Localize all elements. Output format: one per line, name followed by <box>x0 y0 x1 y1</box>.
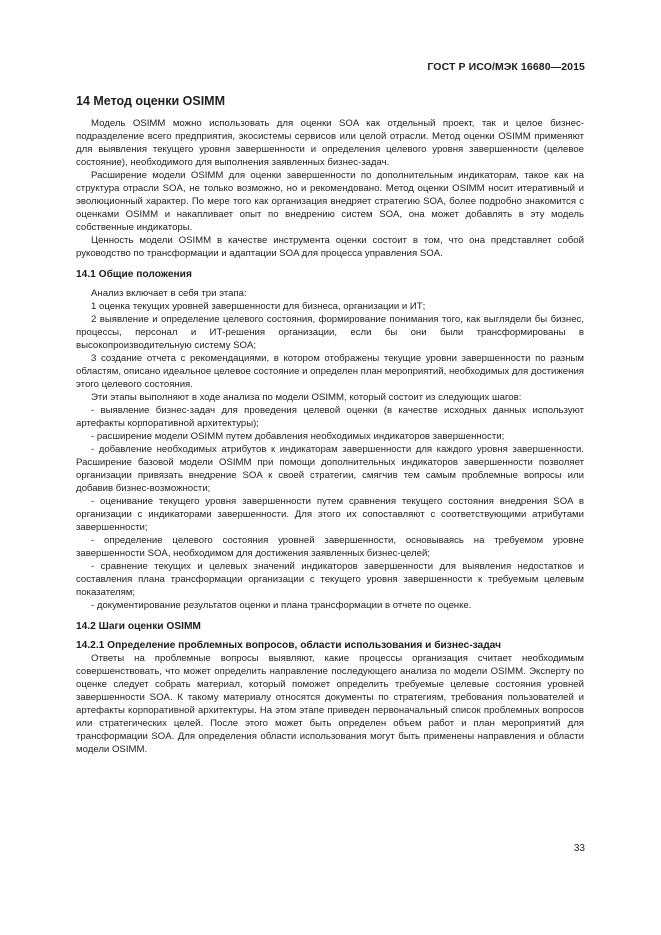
paragraph: Анализ включает в себя три этапа: <box>91 288 247 299</box>
paragraph: 2 выявление и определение целевого состояния, формирование понимания того, как выглядели бы бизнес, процессы, персонал и ИТ-решения организации, если бы они были трансформированы в высокопроизводительную систему SOA; <box>76 314 584 351</box>
paragraph: 3 создание отчета с рекомендациями, в котором отображены текущие уровни завершенности по разным областям, описано идеальное целевое состояние и определен план мероприятий, необходимых для достижения этого целевого состояния. <box>76 353 584 390</box>
list-item: - расширение модели OSIMM путем добавления необходимых индикаторов завершенности; <box>91 431 505 442</box>
paragraph: Модель OSIMM можно использовать для оценки SOA как отдельный проект, так и целое бизнес-подразделение всего предприятия, экосистемы сервисов или целой отрасли. Метод оценки OSIMM применяют для выявления текущего уровня завершенности и определения целевого уровня завершенности (целевое состояние), необходимого для выполнения заявленных бизнес-задач. <box>76 118 584 168</box>
page-content <box>76 94 584 756</box>
paragraph: Эти этапы выполняют в ходе анализа по модели OSIMM, который состоит из следующих шагов: <box>91 392 522 403</box>
section-title: 14 Метод оценки OSIMM <box>76 94 226 108</box>
paragraph: 1 оценка текущих уровней завершенности для бизнеса, организации и ИТ; <box>91 301 426 312</box>
standard-header: ГОСТ Р ИСО/МЭК 16680—2015 <box>427 61 585 73</box>
list-item: - сравнение текущих и целевых значений индикаторов завершенности для выявления недостатков и составления плана трансформации организации с текущего уровня завершенности к требуемым целевым показателям; <box>76 561 584 598</box>
list-item: - выявление бизнес-задач для проведения целевой оценки (в качестве исходных данных используют артефакты корпоративной архитектуры); <box>76 405 584 429</box>
paragraph: Расширение модели OSIMM для оценки завершенности по дополнительным индикаторам, такое как на структура отрасли SOA, не только возможно, но и рекомендовано. Метод оценки OSIMM носит итеративный и эволюционный характер. По мере того как организация внедряет стратегию SOA, более подробно знакомится с оценками OSIMM и накапливает опыт по внедрению систем SOA, она может добавлять в эту модель собственные индикаторы. <box>76 170 584 233</box>
subsection-title: 14.1 Общие положения <box>76 269 192 280</box>
paragraph: Ответы на проблемные вопросы выявляют, какие процессы организация считает необходимым совершенствовать, что может определить направление последующего анализа по модели OSIMM. Эксперту по оценке следует собрать материал, который поможет определить требуемые целевые состояния уровней завершенности SOA. К такому материалу относятся документы по стратегиям, требования пользователей и артефакты корпоративной архитектуры. На этом этапе приведен первоначальный список проблемных вопросов или стратегических целей. После этого может быть определен объем работ и план мероприятий для трансформации SOA. Для определения области использования могут быть применены направления и области модели OSIMM. <box>76 653 584 755</box>
page-number: 33 <box>573 843 585 854</box>
list-item: - документирование результатов оценки и плана трансформации в отчете по оценке. <box>91 600 472 611</box>
subsubsection-title: 14.2.1 Определение проблемных вопросов, области использования и бизнес-задач <box>76 640 501 651</box>
list-item: - определение целевого состояния уровней завершенности, основываясь на требуемом уровне завершенности SOA, необходимом для достижения заявленных бизнес-целей; <box>76 535 584 559</box>
paragraph: Ценность модели OSIMM в качестве инструмента оценки состоит в том, что она представляет собой руководство по трансформации и адаптации SOA для процесса управления SOA. <box>76 235 584 259</box>
subsection-title: 14.2 Шаги оценки OSIMM <box>76 621 201 632</box>
list-item: - добавление необходимых атрибутов к индикаторам завершенности для каждого уровня завершенности. Расширение базовой модели OSIMM при помощи дополнительных индикаторов завершенности позволяет организации привязать внедрение SOA к своей стратегии, смягчив тем самым проблемные вопросы или добавив бизнес-возможности; <box>76 444 584 494</box>
list-item: - оценивание текущего уровня завершенности путем сравнения текущего состояния внедрения SOA в организации с индикаторами завершенности. Для этого их сопоставляют с соответствующими атрибутами завершенности; <box>76 496 584 533</box>
